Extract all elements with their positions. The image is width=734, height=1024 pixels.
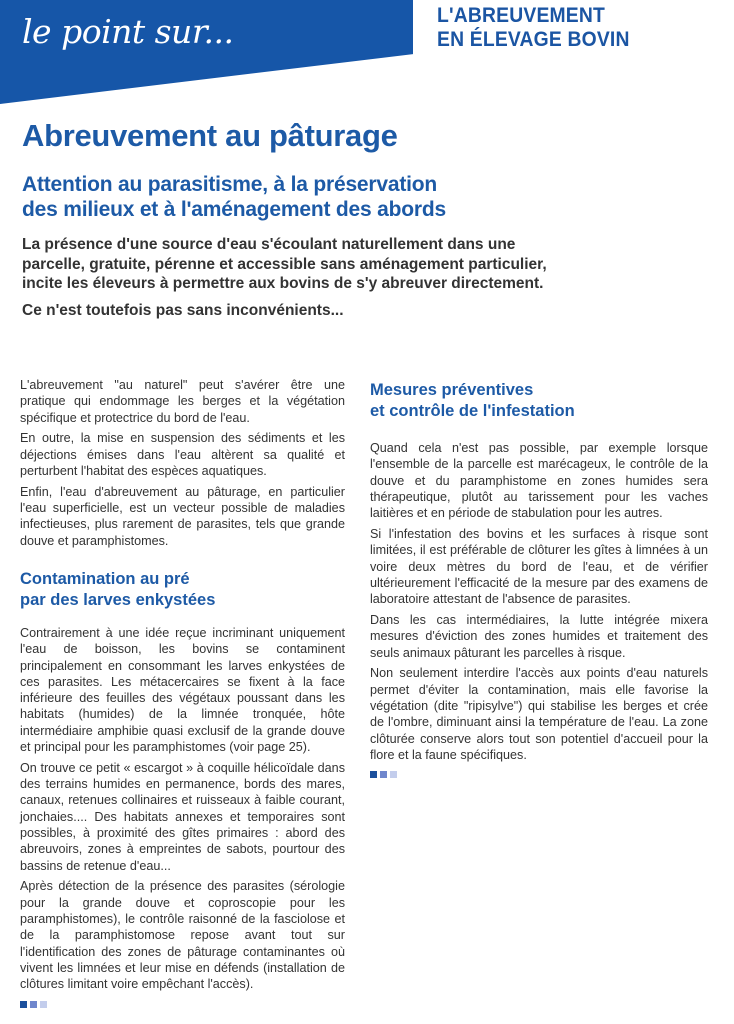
body-paragraph: Dans les cas intermédiaires, la lutte intégrée mixera mesures d'éviction des zones humides et traitement des seuls animaux pâturant les parcelles à risque. [370, 612, 708, 660]
heading-line: et contrôle de l'infestation [370, 402, 575, 420]
end-marker [370, 771, 708, 778]
end-marker [20, 1001, 345, 1008]
subtitle-line: Attention au parasitisme, à la préservation [22, 173, 438, 196]
end-marker-square [370, 771, 377, 778]
heading-line: Contamination au pré [20, 569, 190, 588]
heading-line: Mesures préventives [370, 381, 534, 399]
right-column [370, 376, 708, 778]
body-paragraph: Si l'infestation des bovins et les surfaces à risque sont limitées, il est préférable de clôturer les gîtes à limnées à un voire deux mètres du bord de l'eau, et de vérifier ultérieurement l'efficacité de la mesure par des examens de laboratoire attestant de l'absence de parasites. [370, 526, 708, 607]
body-paragraph: Après détection de la présence des parasites (sérologie pour la grande douve et coproscopie pour les paramphistomes), le contrôle raisonné de la fasciolose et de la paramphistomose repose avant tout sur l'identification des zones de pâturage contaminantes où vivent les limnées et leur mise en défends (installation de clôtures limitant voire empêchant l'accès). [20, 879, 345, 992]
intro-paragraph: Ce n'est toutefois pas sans inconvénients... [22, 301, 344, 319]
body-paragraph: Non seulement interdire l'accès aux points d'eau naturels permet d'éviter la contamination, mais elle favorise la végétation (dite "ripisylve") qui stabilise les berges et crée de l'ombre, diminuant ainsi la température de l'eau. La zone clôturée conserve alors tout son potentiel d'accueil pour la flore et la faune spécifiques. [370, 666, 708, 762]
intro-paragraph: La présence d'une source d'eau s'écoulant naturellement dans une parcelle, gratuite, pérenne et accessible sans aménagement particulier, incite les éleveurs à permettre aux bovins de s'y abreuver directement. [22, 236, 547, 292]
end-marker-square [40, 1001, 47, 1008]
left-column [20, 377, 345, 1008]
end-marker-square [390, 771, 397, 778]
end-marker-square [380, 771, 387, 778]
series-title-line: EN ÉLEVAGE BOVIN [437, 28, 630, 51]
banner-text: le point sur... [22, 12, 234, 51]
body-paragraph: Quand cela n'est pas possible, par exemple lorsque l'ensemble de la parcelle est marécageux, le contrôle de la douve et du paramphistome en zones humides sera thérapeutique, plutôt au tarissement pour les vaches laitières et en période de stabulation pour les autres. [370, 441, 708, 521]
series-title [437, 4, 630, 52]
article-subtitle [22, 172, 446, 222]
section-heading-contamination [20, 569, 345, 611]
series-title-line: L'ABREUVEMENT [437, 4, 606, 27]
article-intro [22, 235, 602, 327]
end-marker-square [20, 1001, 27, 1008]
body-paragraph: En outre, la mise en suspension des sédiments et les déjections émises dans l'eau altèrent sa qualité et perturbent l'habitat des espèces aquatiques. [20, 431, 345, 478]
body-paragraph: Enfin, l'eau d'abreuvement au pâturage, en particulier l'eau superficielle, est un vecteur possible de maladies infectieuses, plus rarement de parasites, tels que grande douve et paramphistomes. [20, 484, 345, 548]
body-paragraph: On trouve ce petit « escargot » à coquille hélicoïdale dans des terrains humides en permanence, bords des mares, canaux, retenues collinaires et ruisseaux à faible courant, jonchaies.... Des habitats annexes et temporaires sont possibles, à proximité des gîtes primaires : abord des abreuvoirs, zones à empreintes de sabots, pourtour des bassins de retenue d'eau... [20, 760, 345, 873]
subtitle-line: des milieux et à l'aménagement des abords [22, 198, 446, 221]
body-paragraph: L'abreuvement "au naturel" peut s'avérer être une pratique qui endommage les berges et la végétation spécifique et protectrice du bord de l'eau. [20, 378, 345, 425]
article-title: Abreuvement au pâturage [22, 118, 398, 153]
heading-line: par des larves enkystées [20, 590, 216, 609]
end-marker-square [30, 1001, 37, 1008]
section-heading-mesures [370, 380, 708, 422]
body-paragraph: Contrairement à une idée reçue incriminant uniquement l'eau de boisson, les bovins se contaminent principalement en consommant les larves enkystées de ces parasites. Les métacercaires se fixent à la face inférieure des feuilles des végétaux poussant dans les habitats (humides) de la limnée tronquée, hôte intermédiaire amphibie quasi exclusif de la grande douve et principal pour les paramphistomes (voir page 25). [20, 625, 345, 755]
